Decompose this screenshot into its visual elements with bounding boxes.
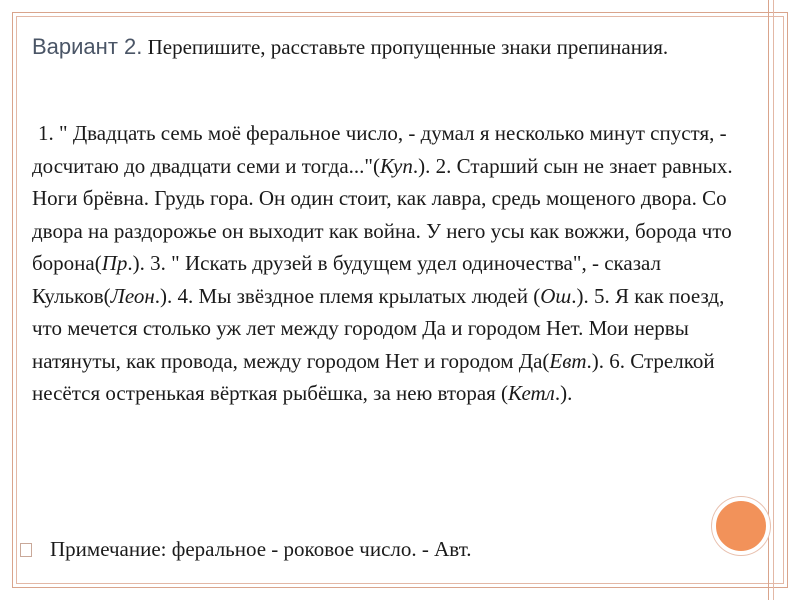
slide-title xyxy=(32,30,722,64)
note-row xyxy=(20,535,700,563)
author-abbrev: Пр xyxy=(101,251,128,275)
decorative-vertical-line-2 xyxy=(773,0,774,600)
decorative-circle-icon xyxy=(712,497,770,555)
author-abbrev: Ош xyxy=(540,283,572,308)
note-text: Примечание: феральное - роковое число. - Авт. xyxy=(50,537,472,561)
text-segment: .). 3. " Искать друзей в будущем удел одиночества", - сказал Кульков( xyxy=(32,251,662,308)
exercise-text xyxy=(32,117,742,410)
variant-label: Вариант 2. xyxy=(32,34,143,59)
decorative-vertical-line xyxy=(768,0,769,600)
text-segment: 1. " Двадцать семь моё феральное число, - думал я несколько минут спустя, - досчитаю до двадцати семи и тогда..."( xyxy=(32,121,727,178)
text-segment: .). 4. Мы звёздное племя крылатых людей ( xyxy=(154,283,541,308)
bullet-square-icon xyxy=(20,543,32,557)
instruction-text: Перепишите, расставьте пропущенные знаки препинания. xyxy=(147,35,669,59)
text-segment: .). 2. Старший сын не знает равных. Ноги брёвна. Грудь гора. Он один стоит, как лавра, средь мощеного двора. Со двора на раздорожье он выходит как война. У него усы как вожжи, борода что борона( xyxy=(32,153,733,275)
text-segment: .). 5. Я как поезд, что мечется столько уж лет между городом Да и городом Нет. Мои нервы натянуты, как провода, между городом Нет и городом Да( xyxy=(32,283,725,373)
author-abbrev: Куп xyxy=(380,153,413,178)
author-abbrev: Евт xyxy=(549,348,587,373)
author-abbrev: Леон xyxy=(110,283,155,308)
author-abbrev: Кетл xyxy=(508,381,555,405)
text-segment: .). 6. Стрелкой несётся остренькая вёрткая рыбёшка, за нею вторая ( xyxy=(32,348,715,405)
text-segment: .). xyxy=(554,381,573,405)
